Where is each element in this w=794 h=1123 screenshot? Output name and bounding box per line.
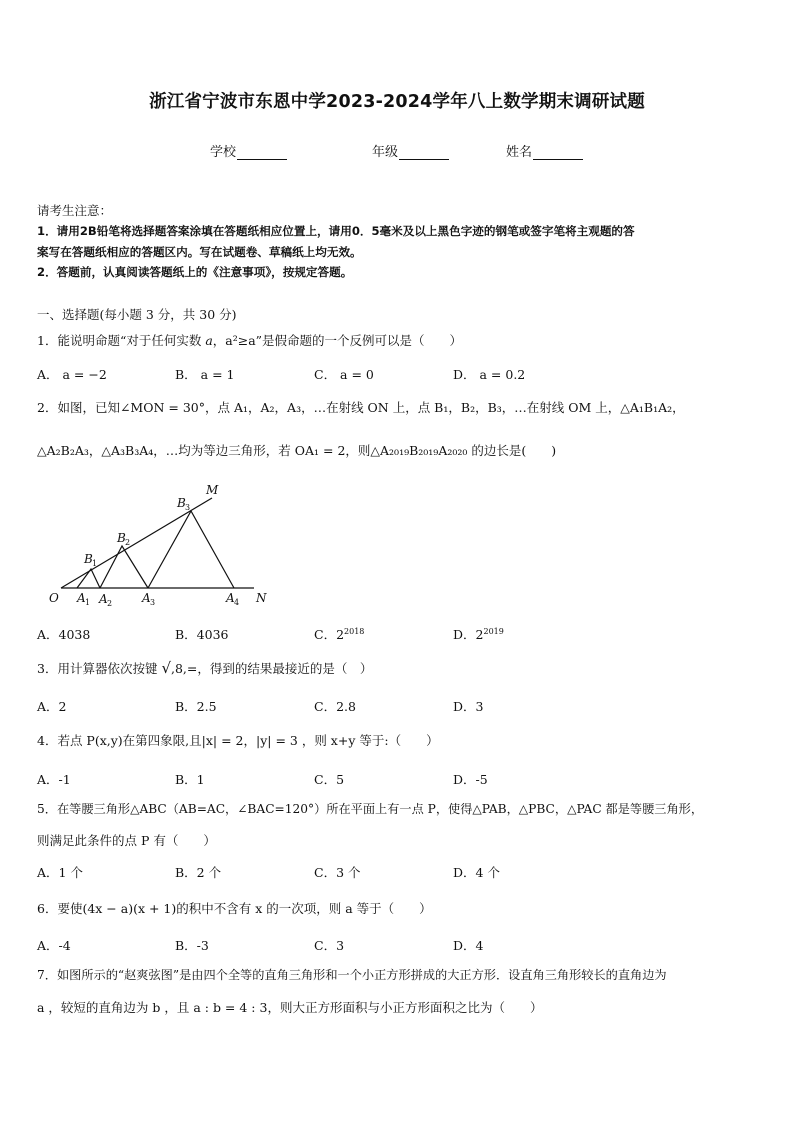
q2-option-d-text: D．2 [453,627,484,642]
section-heading: 一、选择题(每小题 3 分，共 30 分) [37,307,237,322]
name-field [506,141,583,160]
q1-stem-var: a [205,333,213,348]
q3-option-b[interactable]: B．2.5 [175,699,217,714]
question-2-line2: △A₂B₂A₃，△A₃B₃A₄，…均为等边三角形，若 OA₁ = 2，则△A₂₀₁₉B₂₀₁₉A₂₀₂₀ 的边长是( ) [37,443,557,458]
q2-geometry-figure [44,478,274,610]
q2-option-a[interactable]: A．4038 [37,627,91,642]
label-b2: B [117,531,126,545]
triangle-3 [148,511,234,588]
question-7-line2: a ，较短的直角边为 b ，且 a : b = 4 : 3，则大正方形面积与小正方形面积之比为（ ） [37,1000,543,1015]
triangle-1 [77,569,100,588]
q6-option-c[interactable]: C．3 [314,938,345,953]
school-label: 学校 [210,145,237,160]
label-a4: A [226,591,235,605]
q6-option-d[interactable]: D．4 [453,938,484,953]
q6-option-a[interactable]: A．-4 [37,938,71,953]
notice-item2: 2．答题前，认真阅读答题纸上的《注意事项》，按规定答题。 [37,265,353,279]
q4-option-a[interactable]: A．-1 [37,772,71,787]
notice-item1-line2: 案写在答题纸相应的答题区内。写在试题卷、草稿纸上均无效。 [37,245,362,259]
q1-option-b[interactable]: B． a = 1 [175,367,235,382]
q4-option-c[interactable]: C．5 [314,772,345,787]
label-b2-sub: 2 [125,538,131,547]
name-label: 姓名 [506,145,533,160]
q3-stem-part-b: ,8,=，得到的结果最接近的是（ ） [171,661,373,676]
q2-option-c-exp: 2018 [344,626,365,636]
q5-option-d[interactable]: D．4 个 [453,865,500,880]
label-m: M [206,483,219,497]
q1-stem-part-a: 1．能说明命题“对于任何实数 [37,333,206,348]
q3-stem-part-a: 3．用计算器依次按键 [37,661,162,676]
page-title: 浙江省宁波市东恩中学2023-2024学年八上数学期末调研试题 [149,92,645,112]
label-a2-sub: 2 [107,599,113,608]
label-a1: A [77,591,86,605]
triangle-2 [100,546,148,588]
grade-blank [399,146,449,160]
question-2-line1: 2．如图，已知∠MON = 30°，点 A₁，A₂，A₃，…在射线 ON 上，点 B₁，B₂，B₃，…在射线 OM 上，△A₁B₁A₂， [37,400,685,415]
label-a3: A [142,591,151,605]
q5-option-a[interactable]: A．1 个 [37,865,83,880]
notice-heading: 请考生注意： [37,203,113,218]
question-4-stem: 4．若点 P(x,y)在第四象限,且|x| = 2，|y| = 3 ，则 x+y 等于:（ ） [37,733,439,748]
q1-stem-part-b: ，a²≥a”是假命题的一个反例可以是（ ） [212,333,463,348]
q3-option-a[interactable]: A．2 [37,699,67,714]
q3-option-d[interactable]: D．3 [453,699,484,714]
q4-option-b[interactable]: B．1 [175,772,205,787]
name-blank [533,146,583,160]
question-6-stem: 6．要使(4x − a)(x + 1)的积中不含有 x 的一次项，则 a 等于（ ） [37,901,432,916]
q1-option-a[interactable]: A． a = −2 [37,367,107,382]
q2-option-d-exp: 2019 [483,626,504,636]
q1-option-c[interactable]: C． a = 0 [314,367,374,382]
grade-label: 年级 [372,145,399,160]
q3-option-c[interactable]: C．2.8 [314,699,356,714]
label-b3-sub: 3 [185,503,191,512]
label-b1-sub: 1 [92,559,98,568]
q2-option-c[interactable] [314,625,364,643]
question-7-line1: 7．如图所示的“赵爽弦图”是由四个全等的直角三角形和一个小正方形拼成的大正方形．设直角三角形较长的直角边为 [37,968,667,982]
q5-option-b[interactable]: B．2 个 [175,865,222,880]
label-a3-sub: 3 [150,598,156,607]
q4-option-d[interactable]: D．-5 [453,772,488,787]
label-a4-sub: 4 [234,598,240,607]
q2-option-b[interactable]: B．4036 [175,627,229,642]
label-b1: B [84,552,93,566]
q5-option-c[interactable]: C．3 个 [314,865,361,880]
school-blank [237,146,287,160]
sqrt-key-icon: √ [161,659,171,677]
label-b3: B [177,496,186,510]
grade-field [372,141,449,160]
question-3-stem [37,660,372,677]
label-a1-sub: 1 [85,598,91,607]
question-1-stem [37,332,462,349]
label-n: N [256,591,267,605]
q2-option-c-text: C．2 [314,627,345,642]
notice-item1-line1: 1．请用2B铅笔将选择题答案涂填在答题纸相应位置上，请用0．5毫米及以上黑色字迹的钢笔或签字笔将主观题的答 [37,224,635,238]
label-o: O [49,591,59,605]
question-5-line1: 5．在等腰三角形△ABC（AB=AC，∠BAC=120°）所在平面上有一点 P，使得△PAB，△PBC，△PAC 都是等腰三角形， [37,802,704,816]
school-field [210,141,287,160]
q2-option-d[interactable] [453,625,504,643]
label-a2: A [99,592,108,606]
question-5-line2: 则满足此条件的点 P 有（ ） [37,833,216,848]
q1-option-d[interactable]: D． a = 0.2 [453,367,526,382]
q6-option-b[interactable]: B．-3 [175,938,209,953]
